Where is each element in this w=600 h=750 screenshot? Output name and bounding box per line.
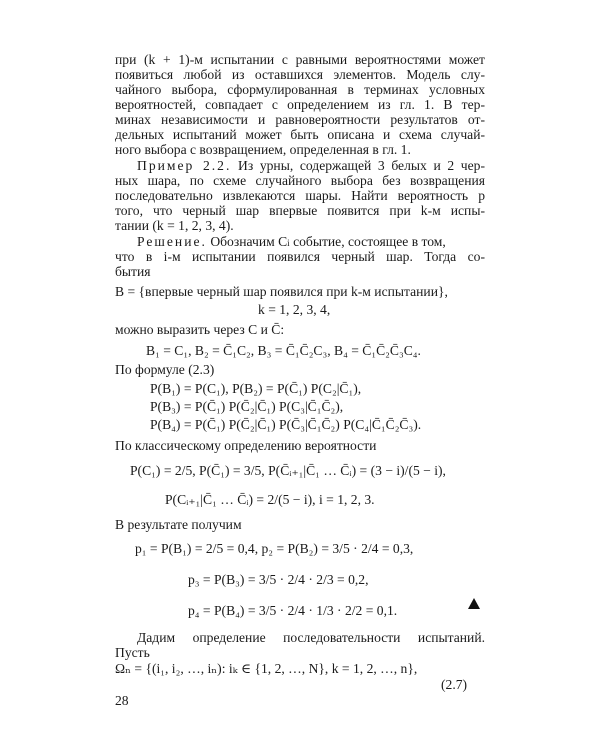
formula-p-b1b2: P(B₁) = P(C₁), P(B₂) = P(C̄₁) P(C₂|C̄₁), bbox=[150, 381, 362, 396]
text-line: бытия bbox=[115, 264, 151, 279]
text-line: что в i-м испытании появился черный шар. Тогда со- bbox=[115, 249, 485, 264]
text-line: ных шара, по схеме случайного выбора без возвращения bbox=[115, 173, 485, 188]
formula-pc1: P(C₁) = 2/5, P(C̄₁) = 3/5, P(C̄ᵢ₊₁|C̄₁ … C̄ᵢ) = (3 − i)/(5 − i), bbox=[130, 463, 446, 478]
formula-omega: Ωₙ = {(i₁, i₂, …, iₙ): iₖ ∈ {1, 2, …, N}, k = 1, 2, …, n}, bbox=[115, 661, 418, 676]
text-express-via: можно выразить через C и C̄: bbox=[115, 322, 285, 337]
solution-text: Обозначим C bbox=[210, 234, 288, 249]
formula-k-range: k = 1, 2, 3, 4, bbox=[258, 302, 331, 317]
formula-p4: p₄ = P(B₄) = 3/5 · 2/4 · 1/3 · 2/2 = 0,1. bbox=[188, 603, 398, 618]
text-line: Дадим определение последовательности испытаний. bbox=[137, 630, 485, 645]
text-line: минах независимости и равновероятности результатов от- bbox=[115, 112, 485, 127]
text-line: дельных испытаний может быть описана и схема случай- bbox=[115, 127, 485, 142]
solution-text: событие, состоящее в том, bbox=[293, 234, 446, 249]
text-line: последовательно извлекаются шары. Найти вероятность p bbox=[115, 188, 485, 203]
text-by-formula: По формуле (2.3) bbox=[115, 362, 215, 377]
example-text: Из урны, содержащей 3 белых и 2 чер- bbox=[238, 158, 485, 173]
text-result: В результате получим bbox=[115, 517, 242, 532]
text-line: появиться любой из оставшихся элементов. Модель слу- bbox=[115, 67, 485, 82]
formula-p-b3: P(B₃) = P(C̄₁) P(C̄₂|C̄₁) P(C₃|C̄₁C̄₂), bbox=[150, 399, 344, 414]
example-line-1 bbox=[137, 158, 485, 173]
text-line: ного выбора с возвращением, определенная в гл. 1. bbox=[115, 142, 411, 157]
end-of-example-triangle-icon bbox=[468, 598, 480, 609]
text-classical: По классическому определению вероятности bbox=[115, 438, 377, 453]
example-label: Пример 2.2. bbox=[137, 158, 232, 173]
solution-label: Решение. bbox=[137, 234, 207, 249]
equation-number: (2.7) bbox=[441, 677, 468, 692]
solution-line-1: Решение. Обозначим Ci событие, состоящее в том, bbox=[137, 234, 446, 249]
text-line: того, что черный шар впервые появится при k-м испы- bbox=[115, 203, 485, 218]
formula-p1p2: p₁ = P(B₁) = 2/5 = 0,4, p₂ = P(B₂) = 3/5 · 2/4 = 0,3, bbox=[135, 541, 414, 556]
text-line: вероятностей, совпадает с определением из гл. 1. В тер- bbox=[115, 97, 485, 112]
text-line: Пусть bbox=[115, 645, 150, 660]
formula-bk-def: B = {впервые черный шар появился при k-м испытании}, bbox=[115, 284, 448, 299]
text-line: тании (k = 1, 2, 3, 4). bbox=[115, 218, 234, 233]
page-number: 28 bbox=[115, 693, 129, 708]
formula-pci: P(Cᵢ₊₁|C̄₁ … C̄ᵢ) = 2/(5 − i), i = 1, 2, 3. bbox=[165, 492, 375, 507]
text-line: при (k + 1)-м испытании с равными вероятностями может bbox=[115, 52, 485, 67]
formula-b-list: B₁ = C₁, B₂ = C̄₁C₂, B₃ = C̄₁C̄₂C₃, B₄ = C̄₁C̄₂C̄₃C₄. bbox=[146, 343, 421, 358]
text-line: чайного выбора, сформулированная в терминах условных bbox=[115, 82, 485, 97]
formula-p-b4: P(B₄) = P(C̄₁) P(C̄₂|C̄₁) P(C̄₃|C̄₁C̄₂) P(C₄|C̄₁C̄₂C̄₃). bbox=[150, 417, 422, 432]
formula-p3: p₃ = P(B₃) = 3/5 · 2/4 · 2/3 = 0,2, bbox=[188, 572, 369, 587]
